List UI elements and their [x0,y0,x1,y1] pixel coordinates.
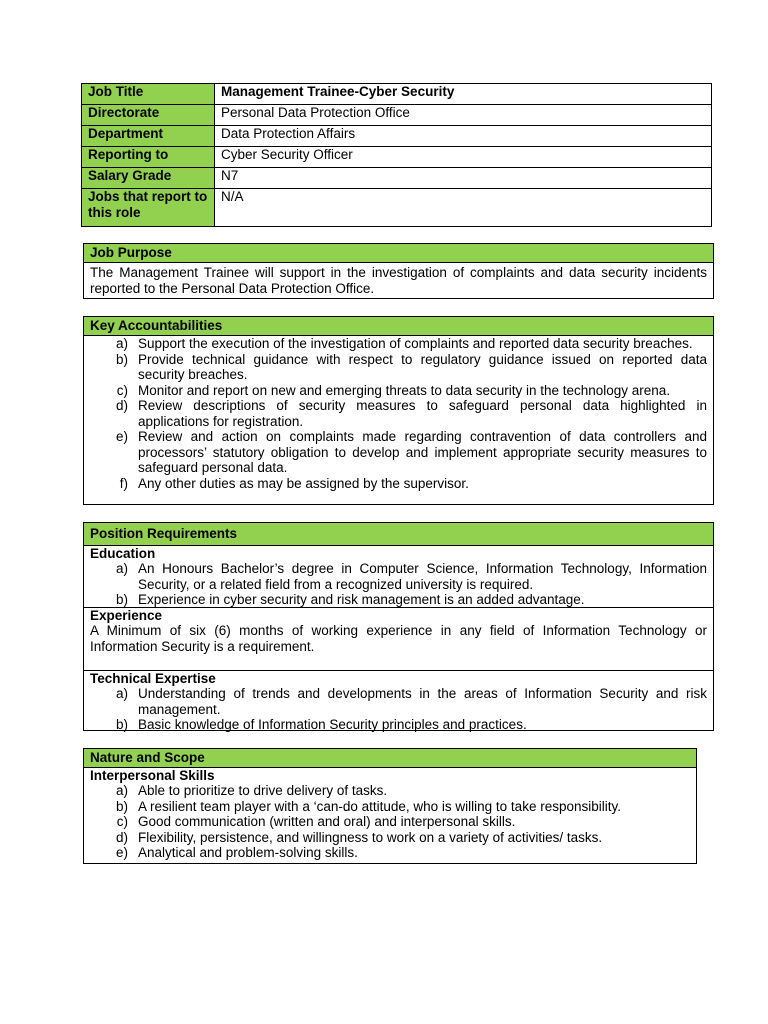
job-info-label: Jobs that report to this role [82,189,215,227]
list-marker: b) [115,798,128,814]
job-info-label: Directorate [82,105,215,126]
experience-title: Experience [90,608,163,623]
list-marker: b) [115,351,128,367]
list-marker: e) [115,429,128,444]
list-item [84,383,707,399]
list-item [84,845,690,861]
list-item [84,429,707,476]
list-marker: f) [119,475,128,491]
job-purpose-text: The Management Trainee will support in the investigation of complaints and data security incidents reported to the Personal Data Protection Office. [90,265,707,296]
interpersonal-list [84,783,696,861]
position-requirements-heading: Position Requirements [84,523,713,546]
job-info-row [82,189,712,227]
list-text: Provide technical guidance with respect to regulatory guidance issued on reported data security breaches. [138,351,707,382]
list-marker: d) [115,398,128,413]
list-marker: a) [115,783,128,798]
list-marker: c) [116,382,128,398]
key-accountabilities-list [84,336,713,491]
key-accountabilities-heading: Key Accountabilities [84,317,713,336]
job-purpose-box [83,243,714,299]
list-marker: a) [115,686,128,701]
job-purpose-heading: Job Purpose [84,244,713,263]
list-text: Support the execution of the investigation of complaints and reported data security breaches. [138,336,693,351]
list-item [84,398,707,429]
list-marker: b) [115,592,128,607]
list-item [84,561,707,592]
list-text: A resilient team player with a ‘can-do attitude, who is willing to take responsibility. [138,798,621,814]
list-text: Review and action on complaints made regarding contravention of data controllers and processors’ statutory obligation to develop and implement appropriate security measures to safeguard personal data. [138,429,707,475]
list-marker: d) [115,829,128,845]
list-marker: a) [115,561,128,576]
list-marker: c) [116,814,128,829]
list-text: Understanding of trends and developments in the areas of Information Security and risk management. [138,686,707,717]
job-info-value: N/A [215,189,712,227]
job-info-table [81,83,712,227]
job-info-label: Job Title [82,84,215,105]
job-info-row [82,84,712,105]
list-item [84,336,707,352]
list-item [84,783,690,799]
job-info-value: Data Protection Affairs [215,126,712,147]
list-marker: b) [115,717,128,732]
list-item [84,592,707,608]
list-text: Good communication (written and oral) and interpersonal skills. [138,814,516,829]
job-info-label: Reporting to [82,147,215,168]
interpersonal-title: Interpersonal Skills [90,768,215,783]
job-info-value: Management Trainee-Cyber Security [215,84,712,105]
list-text: An Honours Bachelor’s degree in Computer Science, Information Technology, Information Security, or a related field from a recognized university is required. [138,561,707,592]
technical-section [84,671,713,733]
nature-scope-box [83,748,697,864]
list-text: Analytical and problem-solving skills. [138,845,358,860]
job-info-label: Salary Grade [82,168,215,189]
list-item [84,830,690,846]
list-text: Flexibility, persistence, and willingness to work on a variety of activities/ tasks. [138,829,603,845]
job-info-row [82,105,712,126]
list-text: Any other duties as may be assigned by the supervisor. [138,475,469,491]
list-text: Review descriptions of security measures to safeguard personal data highlighted in applications for registration. [138,398,707,429]
list-item [84,352,707,383]
job-info-value: N7 [215,168,712,189]
list-text: Monitor and report on new and emerging threats to data security in the technology arena. [138,382,671,398]
technical-list [84,686,713,733]
list-item [84,686,707,717]
position-requirements-box [83,522,714,731]
technical-title: Technical Expertise [90,671,216,686]
list-text: Experience in cyber security and risk management is an added advantage. [138,592,585,607]
list-text: Able to prioritize to drive delivery of tasks. [138,783,388,798]
job-info-row [82,126,712,147]
list-marker: a) [115,336,128,351]
list-item [84,814,690,830]
key-accountabilities-box [83,316,714,505]
job-info-label: Department [82,126,215,147]
list-marker: e) [115,845,128,860]
experience-section [84,608,713,671]
list-item [84,799,690,815]
job-info-value: Cyber Security Officer [215,147,712,168]
nature-scope-heading: Nature and Scope [84,749,696,768]
list-item [84,717,707,733]
job-info-row [82,168,712,189]
list-text: Basic knowledge of Information Security principles and practices. [138,717,527,732]
job-info-body [82,84,712,227]
education-list [84,561,713,608]
experience-text: A Minimum of six (6) months of working experience in any field of Information Technology or Information Security is a requirement. [90,623,707,654]
job-info-value: Personal Data Protection Office [215,105,712,126]
job-info-row [82,147,712,168]
list-item [84,476,707,492]
education-title: Education [90,546,156,561]
education-section [84,546,713,608]
